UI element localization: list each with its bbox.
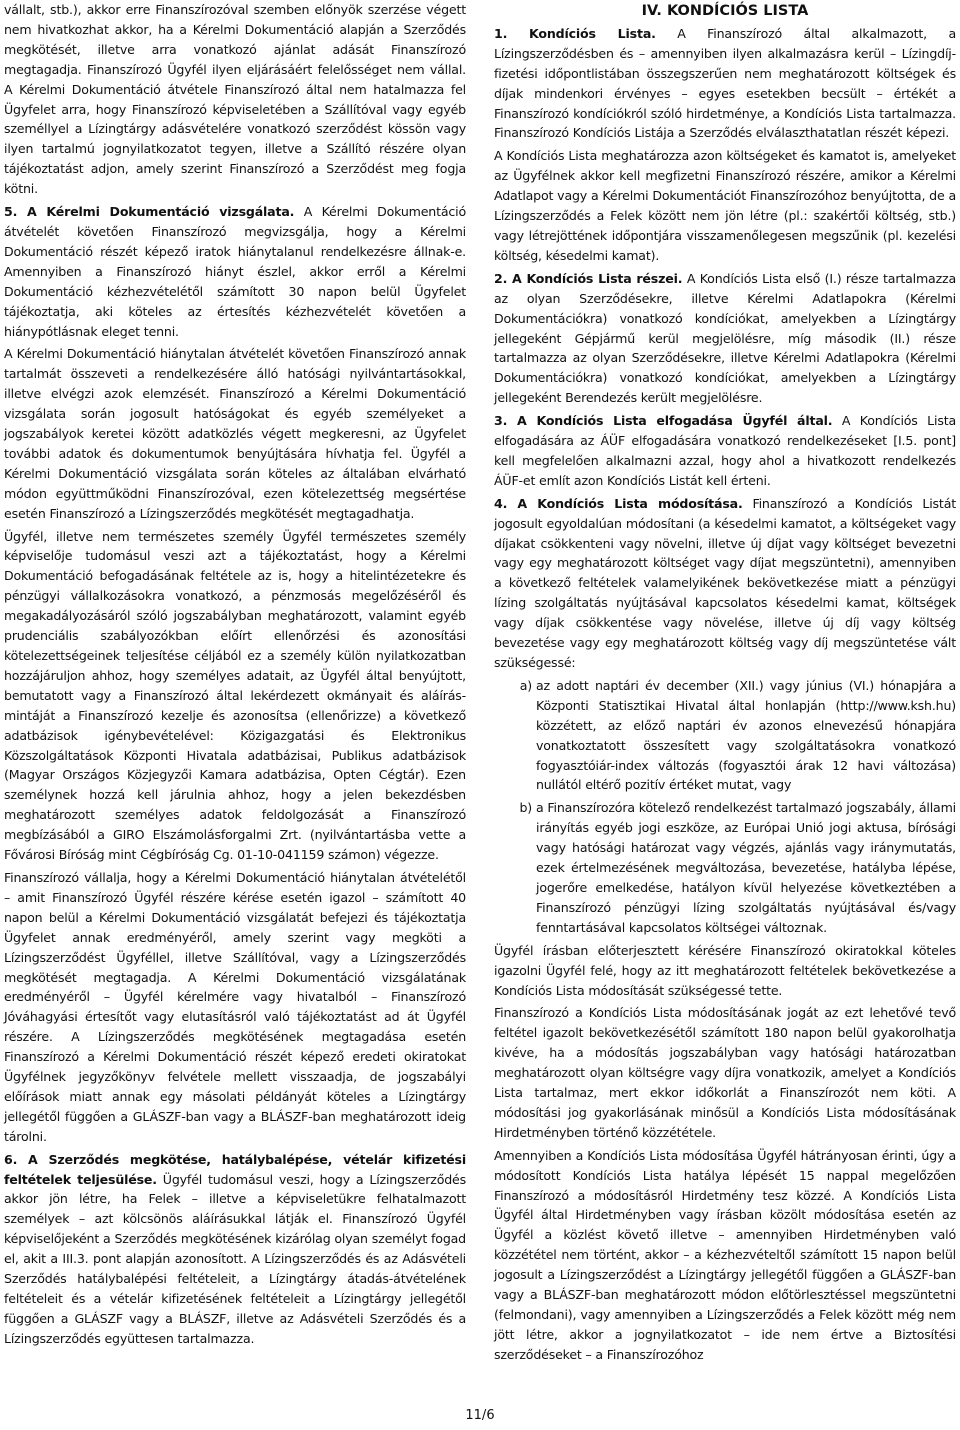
section-body: A Kondíciós Lista elfogadására az ÁÜF elfogadására vonatkozó rendelkezéseket [I.5. pont] kell megfelelően alkalmazni azzal, hogy ahol a hivatkozott rendelkezés ÁÜF-et említ azon Kondíciós Listát kell érteni. bbox=[494, 413, 956, 488]
list-item-b bbox=[494, 798, 956, 937]
section-6 bbox=[4, 1150, 466, 1349]
page-number: 11/6 bbox=[465, 1408, 495, 1423]
chapter-title: IV. KONDÍCIÓS LISTA bbox=[641, 3, 809, 19]
right-column bbox=[494, 0, 956, 1368]
section-2 bbox=[494, 269, 956, 408]
paragraph: Finanszírozó a Kondíciós Lista módosításának jogát az ezt lehetővé tevő feltétel igazolt bekövetkezésétől számított 180 napon belül gyakorolhatja kivéve, ha a módosítás jogszabályban vagy hatósági határozatban meghatározott olyan költségre vagy díjra vonatkozik, amelyet a Kondíciós Lista tartalmaz, mert ekkor időkorlát a Finanszírozót nem köti. A módosítási jog gyakorlásának minősül a Kondíciós Lista módosításának Hirdetményben történő közzététele. bbox=[494, 1005, 956, 1140]
section-heading: 4. A Kondíciós Lista módosítása. bbox=[494, 495, 743, 511]
paragraph: A Kondíciós Lista meghatározza azon költségeket és kamatot is, amelyeket az Ügyfélnek akkor kell megfizetni Finanszírozó részére, amikor a Kérelmi Adatlapot vagy a Kérelmi Dokumentációt Finanszírozóhoz benyújtotta, de a Lízingszerződés a Felek között nem jön létre (pl.: szakértői költség, stb.) vagy létrejöttének időpontjára visszamenőlegesen megszűnik (pl. kezelési költség, késedelmi kamat). bbox=[494, 148, 956, 263]
paragraph: Ügyfél írásban előterjesztett kérésére Finanszírozó okiratokkal köteles igazolni Ügyfél felé, hogy az itt meghatározott feltételek bekövetkezése a Kondíciós Lista módosítását szükségessé tette. bbox=[494, 942, 956, 998]
list-marker: a) bbox=[519, 677, 532, 693]
section-heading: 6. A Szerződés megkötése, hatálybalépése, vételár kifizetési feltételek teljesülése. bbox=[4, 1151, 466, 1187]
paragraph: Finanszírozó vállalja, hogy a Kérelmi Dokumentáció hiánytalan átvételétől – amit Finanszírozó Ügyfél részére kérése esetén igazol – számított 40 napon belül a Kérelmi Dokumentáció vizsgálatát befejezi és tájékoztatja Ügyfelet annak eredményéről, amely szerint vagy megköti a Lízingszerződést Ügyféllel, illetve Szállítóval, vagy a Lízingszerződés megkötését megtagadja. A Kérelmi Dokumentáció vizsgálatának eredményéről – Ügyfél kérelmére vagy hivatalból – Finanszírozó Jóváhagyási értesítőt vagy elutasításról való tájékoztatást ad át Ügyfél részére. A Lízingszerződés megkötésének megtagadása esetén Finanszírozó a Kérelmi Dokumentáció részét képező eredeti okiratokat Ügyfélnek jegyzőkönyv felvétele mellett visszaadja, de jogszabályi előírások miatt annak egy másolati példányát köteles a Lízingtárgy jellegétől függően a GLÁSZF-ban vagy a BLÁSZF-ban meghatározott ideig tárolni. bbox=[4, 869, 466, 1144]
section-body: Ügyfél tudomásul veszi, hogy a Lízingszerződés akkor jön létre, ha Felek – illetve a képviseletükre felhatalmazott személyek – azt kölcsönös aláírásukkal látják el. Finanszírozó Ügyfél képviselőjeként a Szerződés megkötésének kizárólag olyan személyt fogad el, akit a III.3. pont alapján azonosított. A Lízingszerződés és az Adásvételi Szerződés hatálybalépési feltételeit, a Lízingtárgy átadás-átvételének feltételeit és a vételár kifizetésének feltételeit a Lízingtárgy jellegétől függően a GLÁSZF vagy a BLÁSZF, illetve az Adásvételi Szerződés és a Lízingszerződés együttesen tartalmazza. bbox=[4, 1171, 466, 1346]
list-marker: b) bbox=[519, 800, 532, 816]
paragraph: A Kérelmi Dokumentáció hiánytalan átvételét követően Finanszírozó annak tartalmát összeveti a rendelkezésére álló hatósági nyilvántartásokkal, illetve elvégzi azok elemzését. Finanszírozó a Kérelmi Dokumentáció vizsgálata során jogosult hatóságokat és egyéb személyeket a jogszabályok keretei között adatközlés végett megkeresni, az Ügyfelet további adatok és dokumentumok benyújtására hívhatja fel. Ügyfél a Kérelmi Dokumentáció vizsgálata során köteles az általában elvárható módon együttműködni Finanszírozóval, ezen kötelezettség megsértése esetén Finanszírozó a Lízingszerződés megkötését megtagadhatja. bbox=[4, 346, 466, 521]
section-1 bbox=[494, 24, 956, 143]
paragraph: Amennyiben a Kondíciós Lista módosítása Ügyfél hátrányosan érinti, úgy a módosított Kondíciós Lista hatálya lépését 15 nappal megelőzően Finanszírozó a módosításról Hirdetmény tesz közzé. A Kondíciós Lista Ügyfél által Hirdetményben vagy írásban közölt módosítása esetén az Ügyfél a közlést követő illetve – amennyiben Hirdetményben való közzététel nem történt, akkor – a kézhezvételtől számított 15 napon belül jogosult a Lízingszerződést a Lízingtárgy jellegétől függően a GLÁSZF-ban vagy a BLÁSZF-ban meghatározott módon előtörlesztéssel megszüntetni (felmondani), vagy amennyiben a Lízingszerződés a Felek között még nem jött létre, akkor a jognyilatkozatot – ide nem értve a Biztosítési szerződéseket – a Finanszírozóhoz bbox=[494, 1147, 956, 1362]
paragraph: Ügyfél, illetve nem természetes személy Ügyfél természetes személy képviselője tudomásul veszi azt a tájékoztatást, hogy a Kérelmi Dokumentáció befogadásának feltétele az is, hogy a hitelintézetekre és pénzügyi vállalkozásokra vonatkozó, a pénzmosás megelőzéséről és megakadályozásáról szóló jogszabályban meghatározott, valamint egyéb prudenciális szabályozókban előírt ellenőrzési és azonosítási kötelezettségeinek teljesítése céljából ez a személy külön nyilatkozatban hozzájáruljon ahhoz, hogy személyes adatait, az Ügyfél által benyújtott, bemutatott vagy a Finanszírozó által lekérdezett okmányait és aláírás-mintáját a Finanszírozó kezelje és azonosítsa (ellenőrizze) a következő adatbázisok igénybevételével: Közigazgatási és Elektronikus Közszolgáltatások Központi Hivatala adatbázisai, Publikus adatbázisok (Magyar Országos Közjegyzői Kamara adatbázisa, Opten Cégtár). Ezen személynek hozzá kell járulnia ahhoz, hogy a jelen bekezdésben meghatározott személyes adatok feldolgozását a Finanszírozó megbízásából a GIRO Elszámolásforgalmi Zrt. (nyilvántartásba vette a Fővárosi Bíróság mint Cégbíróság Cg. 01-10-041159 számon) végezze. bbox=[4, 528, 466, 863]
left-column bbox=[4, 0, 466, 1352]
list-item-text: az adott naptári év december (XII.) vagy június (VI.) hónapjára a Központi Statisztikai Hivatal által honlapján (http://www.ksh.hu) közzétett, az előző naptári év azonos elnevezésű hónapjára vonatkoztatott összesített vagy szolgáltatásokra vonatkozó fogyasztóiár-index változás (fogyasztói árak 12 havi változása) nullától eltérő pozitív értéket mutat, vagy bbox=[536, 677, 956, 793]
section-5 bbox=[4, 202, 466, 341]
section-body: A Finanszírozó által alkalmazott, a Lízingszerződésben és – amennyiben ilyen alkalmazásra kerül – Lízingdíj-fizetési időpontlistában összegszerűen nem meghatározott költségek és díjak mindenkori érvényes – egyes esetekben becsült – értékét a Finanszírozó kondíciókról szóló hirdetménye, a Kondíciós Lista tartalmazza. Finanszírozó Kondíciós Listája a Szerződés elválaszthatatlan részét képezi. bbox=[494, 25, 956, 141]
paragraph: vállalt, stb.), akkor erre Finanszírozóval szemben előnyök szerzése végett nem hivatkozhat akkor, ha a Kérelmi Dokumentáció alapján a Szerződés megkötését, illetve arra vonatkozó ajánlat adását Finanszírozó megtagadja. Finanszírozó Ügyfél ilyen eljárásáért felelősséget nem vállal. A Kérelmi Dokumentáció átvétele Finanszírozó által nem hatalmazza fel Ügyfelet arra, hogy Finanszírozó képviseletében a Szállítóval vagy egyéb személlyel a Lízingtárgy adásvételére vonatkozó szerződést kössön vagy ilyen tartalmú jognyilatkozatot tegyen, illetve a Szállító részére olyan tájékoztatást adjon, amely szerint Finanszírozó a Szerződést meg fogja kötni. bbox=[4, 2, 466, 197]
list-item-text: a Finanszírozóra kötelező rendelkezést tartalmazó jogszabály, állami irányítás egyéb jogi eszköze, az Európai Unió jogi aktusa, bírósági vagy hatósági határozat vagy végzés, ajánlás vagy iránymutatás, ezek értelmezésének megváltozása, bevezetése, hatályba lépése, jogerőre emelkedése, hatályon kívül helyezése következtében a Finanszírozó pénzügyi lízing szolgáltatás nyújtásával és/vagy fenntartásával kapcsolatos költségei változnak. bbox=[536, 800, 956, 935]
section-heading: 3. A Kondíciós Lista elfogadása Ügyfél által. bbox=[494, 413, 833, 429]
section-3 bbox=[494, 411, 956, 491]
section-heading: 2. A Kondíciós Lista részei. bbox=[494, 270, 683, 286]
list-item-a bbox=[494, 676, 956, 795]
section-heading: 1. Kondíciós Lista. bbox=[494, 25, 656, 41]
section-heading: 5. A Kérelmi Dokumentáció vizsgálata. bbox=[4, 204, 295, 220]
section-body: A Kondíciós Lista első (I.) része tartalmazza az olyan Szerződésekre, illetve Kérelmi Adatlapokra (Kérelmi Dokumentációkra) vonatkozó kondíciókat, amelyekben a Lízingtárgy jellegeként Gépjármű kerül megjelölésre, míg második (II.) része tartalmazza az olyan Szerződésekre, illetve Kérelmi Adatlapokra (Kérelmi Dokumentációkra) vonatkozó kondíciókat, amelyekben a Lízingtárgy jellegeként Berendezés került megjelölésre. bbox=[494, 270, 956, 406]
section-body: A Kérelmi Dokumentáció átvételét követően Finanszírozó megvizsgálja, hogy a Kérelmi Dokumentáció részét képező iratok hiánytalanul rendelkezésre állnak-e. Amennyiben a Finanszírozó hiányt észlel, akkor erről a Kérelmi Dokumentáció kézhezvételétől számított 30 napon belül Ügyfelet tájékoztatja, aki köteles az értesítés kézhezvételét követően a hiánypótlásnak eleget tenni. bbox=[4, 204, 466, 339]
section-4 bbox=[494, 494, 956, 673]
section-body: Finanszírozó a Kondíciós Listát jogosult egyoldalúan módosítani (a késedelmi kamatot, a költségeket vagy díjakat csökkenteni vagy növelni, illetve új díjat vagy költséget bevezetni vagy egy meghatározott költséget vagy díjat megszüntetni), amennyiben a következő feltételek valamelyikének bekövetkezése miatt a pénzügyi lízing szolgáltatás nyújtásával kapcsolatos késedelmi kamat, költségek vagy díjak csökkentése vagy növelése, illetve új díj vagy költség bevezetése vagy egy meghatározott költség vagy díj megszüntetése vált szükségessé: bbox=[494, 495, 956, 670]
